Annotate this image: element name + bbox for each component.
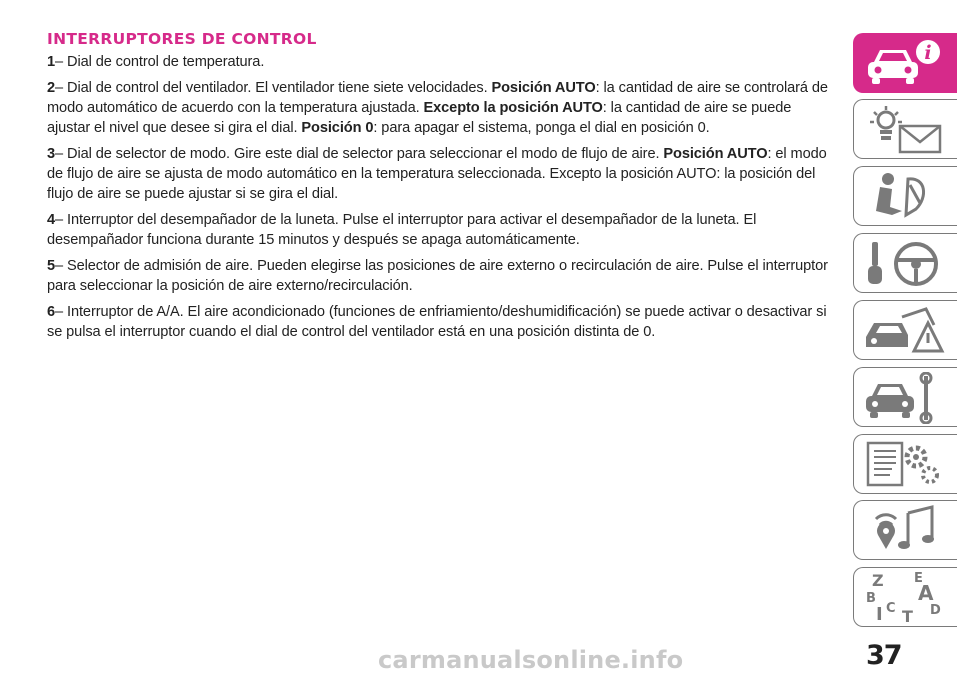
multimedia-icon <box>862 505 946 557</box>
watermark: carmanualsonline.info <box>378 646 684 674</box>
control-item-6 <box>47 302 837 342</box>
control-item-1 <box>47 52 837 72</box>
index-letter: Z <box>872 572 884 590</box>
warning-lights-message-icon <box>862 104 946 156</box>
chapter-tab-1[interactable] <box>853 33 957 93</box>
bold-term: Excepto la posición AUTO <box>423 100 603 116</box>
item-text: : la cantidad de aire se puede ajustar el nivel que desee si gira el dial. <box>47 100 792 136</box>
index-letter: E <box>914 572 923 586</box>
item-text: – Selector de admisión de aire. Pueden elegirse las posiciones de aire externo o recirculación de aire. Pulse el interruptor para seleccionar la posición de aire externo/recirculación. <box>47 258 828 294</box>
item-number: 6 <box>47 304 56 320</box>
chapter-tab-2[interactable] <box>853 99 957 159</box>
item-number: 1 <box>47 54 56 70</box>
item-number: 4 <box>47 212 56 228</box>
index-letter: D <box>930 603 941 618</box>
chapter-tab-7[interactable] <box>853 434 957 494</box>
chapter-tab-4[interactable] <box>853 233 957 293</box>
seat-airbag-icon <box>862 171 946 223</box>
control-item-2 <box>47 78 837 138</box>
item-number: 2 <box>47 80 56 96</box>
chapter-tab-6[interactable] <box>853 367 957 427</box>
chapter-tab-9[interactable] <box>853 567 957 627</box>
key-steering-wheel-icon <box>862 238 946 290</box>
section-title: INTERRUPTORES DE CONTROL <box>47 30 317 48</box>
control-item-3 <box>47 144 837 204</box>
control-item-5 <box>47 256 837 296</box>
item-number: 3 <box>47 146 56 162</box>
item-text: – Dial de control de temperatura. <box>55 54 265 70</box>
page-number: 37 <box>866 640 902 671</box>
index-letter: B <box>866 591 876 606</box>
car-info-icon <box>862 38 946 90</box>
alphabetical-index-icon <box>862 572 946 624</box>
item-text: – Dial de selector de modo. Gire este dial de selector para seleccionar el modo de flujo de aire. <box>55 146 664 162</box>
car-maintenance-icon <box>862 372 946 424</box>
item-text: – Dial de control del ventilador. El ventilador tiene siete velocidades. <box>55 80 492 96</box>
item-text: : para apagar el sistema, ponga el dial en posición 0. <box>373 120 710 136</box>
index-letter: T <box>902 607 913 624</box>
item-text: – Interruptor del desempañador de la luneta. Pulse el interruptor para activar el desempañador de la luneta. El desempañador funciona durante 15 minutos y después se apaga automáticamente. <box>47 212 757 248</box>
emergency-car-warning-icon <box>862 305 946 357</box>
index-letter: I <box>876 604 883 624</box>
bold-term: Posición AUTO <box>663 146 768 162</box>
svg-text:i: i <box>924 42 932 64</box>
document-body <box>47 52 837 348</box>
index-letter: C <box>886 601 896 616</box>
technical-data-icon <box>862 439 946 491</box>
bold-term: Posición AUTO <box>491 80 596 96</box>
item-text: – Interruptor de A/A. El aire acondicionado (funciones de enfriamiento/deshumidificación) se puede activar o desactivar si se pulsa el interruptor cuando el dial de control del ventilador está en una posición distinta de 0. <box>47 304 827 340</box>
item-text: : el modo de flujo de aire se ajusta de modo automático en la temperatura seleccionada. Excepto la posición AUTO: la posición del flujo de aire se puede ajustar si se gira el dial. <box>47 146 827 202</box>
chapter-tab-3[interactable] <box>853 166 957 226</box>
chapter-tab-8[interactable] <box>853 500 957 560</box>
control-item-4 <box>47 210 837 250</box>
item-text: : la cantidad de aire se controlará de modo automático de acuerdo con la temperatura ajustada. <box>47 80 828 116</box>
bold-term: Posición 0 <box>301 120 374 136</box>
chapter-tab-5[interactable] <box>853 300 957 360</box>
index-letter: A <box>918 581 934 605</box>
item-number: 5 <box>47 258 56 274</box>
